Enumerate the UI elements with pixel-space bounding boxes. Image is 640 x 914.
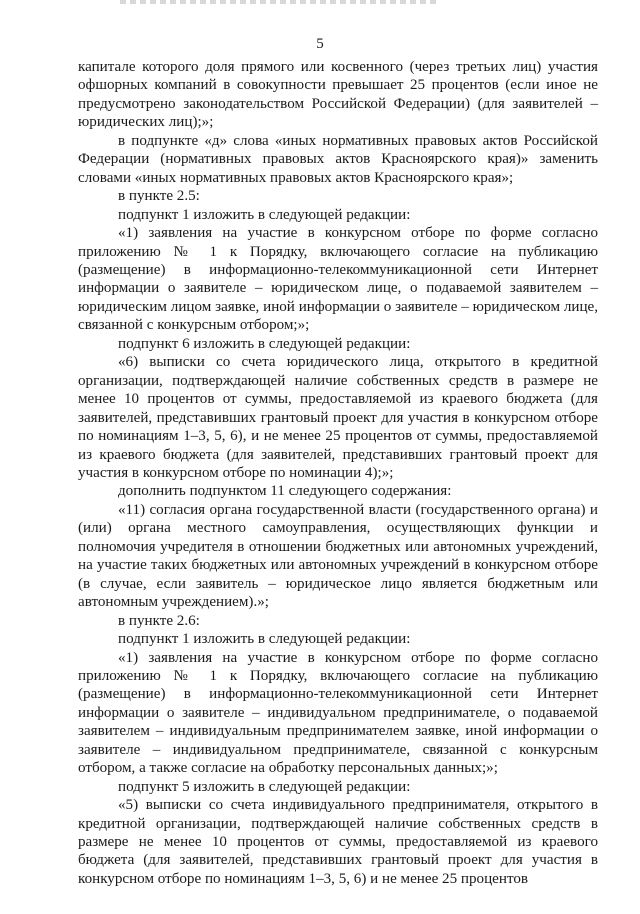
paragraph-9: «11) согласия органа государственной власти (государственного органа) и (или) органа местного самоуправления, осуществляющих функции и полномочия учредителя в отношении бюджетных или автономных учреждений, на участие таких бюджетных или автономных учреждений в конкурсном отборе (в случае, если заявитель – юридическое лицо является бюджетным или автономным учреждением).»;	[78, 501, 598, 611]
paragraph-8: дополнить подпунктом 11 следующего содержания:	[118, 483, 452, 500]
paragraph-5: «1) заявления на участие в конкурсном отборе по форме согласно приложению № 1 к Порядку, включающего согласие на публикацию (размещение) в информационно-телекоммуникационной сети Интернет информации о заявителе – юридическом лице, о подаваемой заявителем – юридическим лицом заявке, иной информации о заявителе – юридическом лице, связанной с конкурсным отбором;»;	[78, 225, 598, 334]
paragraph-3: в пункте 2.5:	[118, 188, 200, 205]
paragraph-14: «5) выписки со счета индивидуального предпринимателя, открытого в кредитной организации, подтверждающей наличие собственных средств в размере не менее 10 процентов от суммы, предоставляемой из краевого бюджета (для заявителей, представивших грантовый проект для участия в конкурсном отборе по номинациям 1–3, 5, 6) и не менее 25 процентов	[78, 797, 598, 887]
paragraph-1: капитале которого доля прямого или косвенного (через третьих лиц) участия офшорных компаний в совокупности превышает 25 процентов (если иное не предусмотрено законодательством Российской Федерации) (для заявителей – юридических лиц);»;	[78, 59, 598, 131]
paragraph-6: подпункт 6 изложить в следующей редакции:	[118, 335, 411, 352]
page-number: 5	[316, 36, 324, 52]
paragraph-7: «6) выписки со счета юридического лица, открытого в кредитной организации, подтверждающей наличие собственных средств в размере не менее 10 процентов от суммы, предоставляемой из краевого бюджета (для заявителей, представивших грантовый проект для участия в конкурсном отборе по номинациям 1–3, 5, 6), и не менее 25 процентов от суммы, предоставляемой из краевого бюджета (для заявителей, представивших грантовый проект для участия в конкурсном отборе по номинации 4);»;	[78, 354, 598, 481]
paragraph-10: в пункте 2.6:	[118, 612, 200, 629]
paragraph-4: подпункт 1 изложить в следующей редакции:	[118, 206, 411, 223]
paragraph-13: подпункт 5 изложить в следующей редакции:	[118, 778, 411, 795]
paragraph-11: подпункт 1 изложить в следующей редакции:	[118, 631, 411, 648]
document-body	[78, 58, 598, 888]
paragraph-2: в подпункте «д» слова «иных нормативных правовых актов Российской Федерации (нормативных правовых актов Красноярского края)» заменить словами «иных нормативных правовых актов Красноярского края»;	[78, 132, 598, 186]
scan-edge-artifact	[120, 0, 440, 4]
paragraph-12: «1) заявления на участие в конкурсном отборе по форме согласно приложению № 1 к Порядку, включающего согласие на публикацию (размещение) в информационно-телекоммуникационной сети Интернет информации о заявителе – индивидуальном предпринимателе, о подаваемой заявителем – индивидуальным предпринимателем заявке, иной информации о заявителе – индивидуальном предпринимателе, связанной с конкурсным отбором, а также согласие на обработку персональных данных;»;	[78, 649, 598, 777]
